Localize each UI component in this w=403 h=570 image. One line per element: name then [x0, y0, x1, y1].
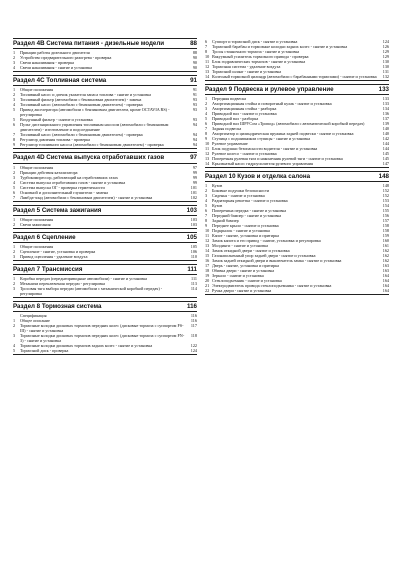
- entry-number: 2: [13, 169, 16, 175]
- entry-title: Топливный фильтр (автомобили с бензиновым двигателем) - замена: [20, 97, 142, 103]
- entry-title: Сцепление - снятие, установка и проверка: [20, 249, 96, 255]
- entry-number: 19: [205, 273, 210, 279]
- entry-page: 110: [190, 254, 197, 260]
- entry-page: 116: [190, 318, 197, 324]
- entry-number: 4: [205, 198, 208, 204]
- entry-page: 148: [382, 183, 389, 189]
- entry-number: 2: [13, 92, 16, 98]
- entry-page: 90: [192, 60, 197, 66]
- entry-page: 102: [190, 194, 197, 200]
- entry-page: 147: [382, 161, 389, 167]
- toc-entry: [13, 65, 197, 70]
- section-heading: [205, 172, 389, 182]
- entry-page: 133: [382, 101, 389, 107]
- toc-left-column: [13, 38, 197, 358]
- entry-number: 4: [13, 65, 16, 71]
- entry-title: Тормозные колодки дисковых тормозов передних колес (дисковые тормоза с суппортом FS-III) - снятие и установка: [20, 323, 184, 334]
- toc-section: [13, 264, 197, 298]
- entry-number: 10: [205, 141, 210, 147]
- entry-number: 11: [205, 146, 210, 152]
- entry-page: 90: [192, 55, 197, 61]
- entry-page: 140: [382, 126, 389, 132]
- entry-page: 99: [192, 179, 197, 185]
- entry-page: 163: [382, 268, 389, 274]
- entry-number: 6: [205, 121, 208, 127]
- entry-page: 114: [190, 286, 197, 292]
- entry-title: Замок откидной двери - снятие и установка: [212, 248, 290, 254]
- entry-title: Тормозные колодки дисковых тормозов задних колес - снятие и установка: [20, 343, 153, 349]
- entry-number: 5: [13, 117, 16, 123]
- entry-page: 93: [192, 102, 197, 108]
- entry-list: [13, 312, 197, 354]
- entry-number: 2: [13, 323, 16, 329]
- section-page: 103: [186, 206, 197, 214]
- entry-title: Тросы стояночного тормоза - снятие и установка: [212, 49, 300, 54]
- entry-page: 162: [382, 258, 389, 264]
- entry-page: 88: [192, 50, 197, 56]
- entry-title: Воздушный фильтр - снятие и установка: [20, 117, 93, 123]
- entry-title: Пульт дистанционного управления топливным насосом (автомобили с бензиновым двигателем) - изготовление и подсоединение: [20, 122, 169, 133]
- entry-number: 6: [13, 122, 16, 128]
- entry-page: 132: [382, 74, 389, 79]
- entry-number: 7: [205, 213, 208, 219]
- entry-page: 94: [192, 142, 197, 148]
- entry-title: Капот - снятие, установка и притирка: [212, 233, 279, 239]
- entry-title: Тормозные колодки дисковых тормозов передних колес (дисковые тормоза с суппортом FN-3) - снятие и установка: [20, 333, 185, 344]
- entry-title: Рулевое управление: [212, 141, 248, 147]
- entry-title: Передняя подвеска: [212, 96, 246, 102]
- entry-title: Газонаполненный упор задней двери - снятие и установка: [212, 253, 316, 259]
- entry-number: 3: [205, 106, 208, 112]
- entry-number: 14: [205, 161, 210, 167]
- entry-number: 2: [13, 249, 16, 255]
- entry-number: 22: [205, 288, 210, 294]
- entry-number: 3: [13, 333, 16, 339]
- entry-page: 103: [190, 216, 197, 222]
- entry-page: 159: [382, 233, 389, 239]
- entry-page: 142: [382, 136, 389, 142]
- entry-title: Стеклоподъемник - снятие и установка: [212, 278, 282, 284]
- entry-page: 99: [192, 169, 197, 175]
- entry-title: Задний бампер: [212, 218, 239, 224]
- entry-page: 103: [190, 221, 197, 227]
- entry-number: 3: [13, 60, 16, 66]
- entry-page: 116: [190, 313, 197, 319]
- entry-page: 124: [190, 348, 197, 354]
- entry-page: 90: [192, 65, 197, 71]
- entry-list: [13, 49, 197, 71]
- entry-number: 1: [205, 183, 208, 189]
- entry-page: 144: [382, 146, 389, 152]
- entry-number: 17: [205, 263, 210, 269]
- entry-title: Основной и дополнительный глушители - замена: [20, 189, 108, 195]
- entry-page: 97: [192, 164, 197, 170]
- section-title: Раздел 10 Кузов и отделка салона: [205, 173, 311, 181]
- section-title: Раздел 4В Система питания - дизельные модели: [13, 40, 165, 47]
- entry-title: Обивка двери - снятие и установка: [212, 268, 275, 274]
- entry-title: Молдинги - снятие и установка: [212, 243, 268, 249]
- entry-number: 6: [205, 39, 208, 44]
- entry-title: Свечи накаливания - проверка: [20, 60, 75, 66]
- entry-title: Спецификация: [20, 313, 47, 319]
- entry-title: Рулевое колесо - снятие и установка: [212, 151, 277, 157]
- section-title: Раздел 7 Трансмиссия: [13, 266, 83, 274]
- entry-number: 9: [13, 142, 16, 148]
- entry-number: 5: [205, 116, 208, 122]
- entry-title: Ступица с подшипником ступицы - снятие и установка: [212, 136, 311, 142]
- entry-title: Крыльчатый насос гидроусилителя рулевого управления: [212, 161, 313, 167]
- entry-title: Принцип действия катализатора: [20, 169, 78, 175]
- entry-number: 10: [205, 54, 210, 59]
- entry-title: Привод акселератора (автомобили с бензиновым двигателем, кроме OCTAVIA RS) - регулировка: [20, 107, 170, 118]
- entry-number: 1: [13, 318, 16, 324]
- entry-page: 105: [190, 244, 197, 250]
- entry-number: 7: [205, 44, 208, 49]
- entry-page: 157: [382, 218, 389, 224]
- entry-title: Топливный насос (автомобили с бензиновым двигателем) - проверка: [20, 102, 143, 108]
- toc-section: [205, 38, 389, 81]
- entry-list: [205, 182, 389, 294]
- section-title: Раздел 4С Топливная система: [13, 77, 107, 85]
- entry-number: 14: [205, 74, 210, 79]
- entry-number: 3: [13, 254, 16, 260]
- entry-title: Амортизатор и цилиндрическая пружина задней подвески - снятие и установка: [212, 131, 354, 137]
- entry-page: 124: [382, 39, 389, 44]
- entry-title: Регулятор топливного насоса (автомобили с бензиновым двигателем) - проверка: [20, 142, 164, 148]
- section-page: 148: [378, 173, 389, 181]
- entry-number: 6: [205, 208, 208, 214]
- entry-title: Блок подушки безопасности водителя - снятие и установка: [212, 146, 318, 152]
- section-page: 88: [190, 40, 197, 47]
- entry-number: 5: [13, 348, 16, 354]
- entry-number: 18: [205, 268, 210, 274]
- entry-page: 131: [382, 69, 389, 74]
- entry-page: 152: [382, 188, 389, 194]
- toc-right-column: [205, 38, 389, 298]
- entry-title: Приводной вал - снятие и установка: [212, 111, 277, 117]
- section-page: 97: [190, 154, 197, 162]
- entry-list: [205, 95, 389, 167]
- entry-number: 4: [13, 343, 16, 349]
- entry-page: 91: [192, 92, 197, 98]
- toc-entry: [13, 142, 197, 147]
- entry-page: 94: [192, 132, 197, 138]
- toc-entry: [13, 122, 197, 132]
- section-page: 111: [187, 266, 197, 274]
- entry-number: 5: [13, 184, 16, 190]
- entry-page: 144: [382, 141, 389, 147]
- section-title: Раздел 4D Система выпуска отработавших газов: [13, 154, 165, 162]
- section-heading: [13, 265, 197, 275]
- entry-number: 4: [205, 111, 208, 117]
- entry-title: Поперечная рулевая тяга и наконечник рулевой тяги - снятие и установка: [212, 156, 343, 162]
- entry-number: 10: [205, 228, 210, 234]
- entry-number: 8: [205, 131, 208, 137]
- entry-page: 155: [382, 208, 389, 214]
- entry-number: 16: [205, 258, 210, 264]
- entry-number: 2: [205, 188, 208, 194]
- entry-number: 15: [205, 253, 210, 259]
- entry-title: Общее описание: [20, 318, 50, 324]
- entry-title: Топливный насос и датчик указателя запаса топлива - снятие и установка: [20, 92, 152, 98]
- entry-page: 91: [192, 87, 197, 93]
- toc-entry: [13, 286, 197, 296]
- entry-number: 1: [13, 244, 16, 250]
- toc-entry: [13, 333, 197, 343]
- entry-page: 139: [382, 121, 389, 127]
- toc-section: [13, 205, 197, 229]
- toc-entry: [13, 254, 197, 259]
- entry-number: 13: [205, 156, 210, 162]
- entry-number: 2: [13, 281, 16, 287]
- section-page: 91: [190, 77, 197, 85]
- entry-number: 2: [13, 55, 16, 61]
- section-title: Раздел 9 Подвеска и рулевое управление: [205, 86, 334, 93]
- entry-page: 164: [382, 273, 389, 279]
- entry-page: 129: [382, 49, 389, 54]
- toc-entry: [205, 74, 389, 79]
- entry-number: 14: [205, 248, 210, 254]
- toc-entry: [205, 161, 389, 166]
- entry-page: 130: [382, 59, 389, 64]
- entry-page: 126: [382, 44, 389, 49]
- entry-number: 5: [205, 203, 208, 209]
- entry-page: 134: [382, 106, 389, 112]
- toc-section: [13, 232, 197, 261]
- entry-title: Вакуумный усилитель тормозного привода - проверка: [212, 54, 309, 59]
- entry-title: Колесный тормозной цилиндр (автомобили с барабанными тормозами) - снятие и установка: [212, 74, 377, 79]
- entry-page: 122: [190, 343, 197, 349]
- entry-page: 152: [382, 193, 389, 199]
- toc-section: [13, 152, 197, 201]
- entry-page: 130: [382, 64, 389, 69]
- section-title: Раздел 8 Тормозная система: [13, 303, 102, 311]
- entry-title: Лямбда-зонд (автомобили с бензиновым двигателем) - снятие и установка: [20, 194, 153, 200]
- entry-page: 136: [382, 111, 389, 117]
- entry-page: 137: [382, 116, 389, 122]
- entry-number: 3: [205, 193, 208, 199]
- section-page: 105: [186, 233, 197, 241]
- entry-number: 4: [13, 102, 16, 108]
- entry-number: 3: [13, 97, 16, 103]
- entry-list: [13, 243, 197, 260]
- entry-number: 3: [13, 174, 16, 180]
- entry-page: 154: [382, 203, 389, 209]
- entry-page: 93: [192, 117, 197, 123]
- section-heading: [13, 153, 197, 163]
- entry-title: Зеркало - снятие и установка: [212, 273, 264, 279]
- entry-title: Свечи накаливания - снятие и установка: [20, 65, 92, 71]
- entry-page: 101: [190, 184, 197, 190]
- entry-number: 3: [13, 286, 16, 292]
- entry-number: 13: [205, 243, 210, 249]
- entry-page: 156: [382, 213, 389, 219]
- toc-entry: [13, 107, 197, 117]
- entry-number: 6: [13, 189, 16, 195]
- toc-entry: [13, 348, 197, 353]
- entry-title: Приводной вал ШРУСом «Трипод» (автомобили с автоматической коробкой передач): [212, 121, 365, 127]
- entry-page: 164: [382, 278, 389, 284]
- entry-number: 1: [13, 164, 16, 170]
- entry-number: 7: [13, 194, 16, 200]
- toc-section: [205, 84, 389, 168]
- section-page: 133: [378, 86, 389, 93]
- toc-section: [205, 171, 389, 295]
- entry-title: Сиденья - снятие и установка: [212, 193, 265, 199]
- section-heading: [205, 85, 389, 95]
- entry-page: 118: [190, 333, 197, 339]
- entry-title: Подкрылок - снятие и установка: [212, 228, 270, 234]
- entry-title: Замок задней откидной двери и выключатель замка - снятие и установка: [212, 258, 342, 264]
- entry-number: 9: [205, 136, 208, 142]
- entry-title: Тормозной барабан и тормозные колодки задних колес - снятие и установка: [212, 44, 348, 49]
- entry-title: Амортизационная стойка - разборка: [212, 106, 277, 112]
- entry-number: 7: [205, 126, 208, 132]
- entry-number: 1: [13, 216, 16, 222]
- entry-title: Переднее крыло - снятие и установка: [212, 223, 279, 229]
- entry-number: 8: [13, 137, 16, 143]
- entry-page: 160: [382, 238, 389, 244]
- entry-title: Привод сцепления - удаление воздуха: [20, 254, 88, 260]
- entry-list: [13, 164, 197, 201]
- entry-page: 99: [192, 174, 197, 180]
- entry-title: Общие положения: [20, 216, 53, 222]
- entry-title: Регулятор давления топлива - проверка: [20, 137, 90, 143]
- entry-page: 111: [191, 276, 197, 282]
- entry-title: Тросовая тяга выбора передач (автомобили с механической коробкой передач) - регулировка: [20, 286, 163, 297]
- entry-page: 117: [190, 323, 197, 329]
- entry-title: Поперечина передка - снятие и установка: [212, 208, 287, 214]
- entry-number: 21: [205, 283, 210, 289]
- entry-number: 4: [13, 179, 16, 185]
- entry-number: 1: [13, 276, 16, 282]
- entry-list: [205, 38, 389, 80]
- entry-page: 101: [190, 189, 197, 195]
- entry-title: Амортизационная стойка и поворотный кулак - снятие и установка: [212, 101, 332, 107]
- entry-title: Суппорт и тормозной диск - снятие и установка: [212, 39, 298, 44]
- entry-page: 94: [192, 137, 197, 143]
- entry-title: Устройство предварительного разогрева - проверка: [20, 55, 112, 61]
- entry-page: 94: [192, 122, 197, 128]
- entry-title: Тормозной диск - проверка: [20, 348, 69, 354]
- entry-list: [13, 216, 197, 228]
- entry-title: Система выпуска ОГ - проверка герметичности: [20, 184, 105, 190]
- entry-page: 145: [382, 156, 389, 162]
- entry-number: 13: [205, 69, 210, 74]
- entry-page: 145: [382, 151, 389, 157]
- entry-title: Тормозной шланг - снятие и установка: [212, 69, 282, 74]
- entry-number: 12: [205, 151, 210, 157]
- toc-section: [13, 38, 197, 72]
- entry-page: 153: [382, 198, 389, 204]
- entry-number: 1: [13, 87, 16, 93]
- toc-section: [13, 301, 197, 355]
- entry-page: 140: [382, 131, 389, 137]
- toc-section: [13, 75, 197, 149]
- entry-title: Передний бампер - снятие и установка: [212, 213, 282, 219]
- entry-number: 8: [205, 49, 208, 54]
- entry-page: 158: [382, 228, 389, 234]
- entry-number: 20: [205, 278, 210, 284]
- entry-number: 11: [205, 59, 210, 64]
- entry-number: 1: [13, 50, 16, 56]
- section-heading: [13, 233, 197, 243]
- entry-title: Коробка передач (переднеприводные автомобили) - снятие и установка: [20, 276, 148, 282]
- entry-number: 7: [13, 132, 16, 138]
- entry-title: Радиаторная решетка - снятие и установка: [212, 198, 288, 204]
- entry-number: 12: [205, 238, 210, 244]
- entry-number: 12: [205, 64, 210, 69]
- entry-page: 129: [382, 54, 389, 59]
- entry-page: 158: [382, 223, 389, 229]
- section-heading: [13, 302, 197, 312]
- entry-page: 164: [382, 288, 389, 294]
- entry-title: Топливный насос (автомобили с бензиновым двигателем) - проверка: [20, 132, 143, 138]
- entry-number: 8: [205, 218, 208, 224]
- entry-title: Принцип работы дизельного двигателя: [20, 50, 90, 56]
- entry-title: Замок капота и его привод - снятие, установка и регулировка: [212, 238, 321, 244]
- entry-title: Механизм переключения передач - регулировка: [20, 281, 106, 287]
- section-heading: [13, 206, 197, 216]
- entry-number: 9: [205, 223, 208, 229]
- entry-page: 93: [192, 97, 197, 103]
- section-title: Раздел 5 Система зажигания: [13, 206, 102, 214]
- entry-page: 133: [382, 96, 389, 102]
- entry-list: [13, 86, 197, 148]
- entry-number: 11: [205, 233, 210, 239]
- entry-page: 163: [382, 263, 389, 269]
- entry-title: Дверь - снятие, установка и притирка: [212, 263, 279, 269]
- entry-page: 93: [192, 107, 197, 113]
- entry-list: [13, 275, 197, 297]
- toc-entry: [13, 195, 197, 200]
- entry-title: Кузов: [212, 203, 223, 209]
- entry-page: 162: [382, 253, 389, 259]
- entry-title: Боковые подушки безопасности: [212, 188, 270, 194]
- entry-title: Общие положения: [20, 164, 53, 170]
- entry-number: 2: [205, 101, 208, 107]
- entry-page: 162: [382, 248, 389, 254]
- entry-title: Задняя подвеска: [212, 126, 242, 132]
- entry-title: Общие положения: [20, 87, 53, 93]
- toc-entry: [13, 323, 197, 333]
- entry-title: Ручка двери - снятие и установка: [212, 288, 272, 294]
- section-heading: [13, 76, 197, 86]
- entry-number: 1: [205, 96, 208, 102]
- section-title: Раздел 6 Сцепление: [13, 233, 76, 241]
- entry-title: Турбокомпрессор, работающий на отработавших газах: [20, 174, 118, 180]
- entry-title: Блок гидравлических тормозов - снятие и установка: [212, 59, 306, 64]
- entry-title: Электродвигатель привода стеклоподъемника - снятие и установка: [212, 283, 332, 289]
- entry-page: 164: [382, 283, 389, 289]
- entry-title: Общие положения: [20, 244, 53, 250]
- entry-page: 106: [190, 249, 197, 255]
- toc-entry: [13, 222, 197, 227]
- section-page: 116: [187, 303, 197, 311]
- toc-entry: [205, 288, 389, 293]
- entry-number: 2: [13, 221, 16, 227]
- entry-title: Кузов: [212, 183, 223, 189]
- entry-title: Тормозная система - удаление воздуха: [212, 64, 281, 69]
- entry-title: Свечи зажигания: [20, 221, 51, 227]
- entry-title: Система выпуска отработавших газов - снятие и установка: [20, 179, 126, 185]
- entry-page: 161: [382, 243, 389, 249]
- entry-page: 113: [190, 281, 197, 287]
- entry-title: Приводной вал - разборка: [212, 116, 259, 122]
- section-heading: [13, 39, 197, 49]
- entry-number: 5: [13, 107, 16, 113]
